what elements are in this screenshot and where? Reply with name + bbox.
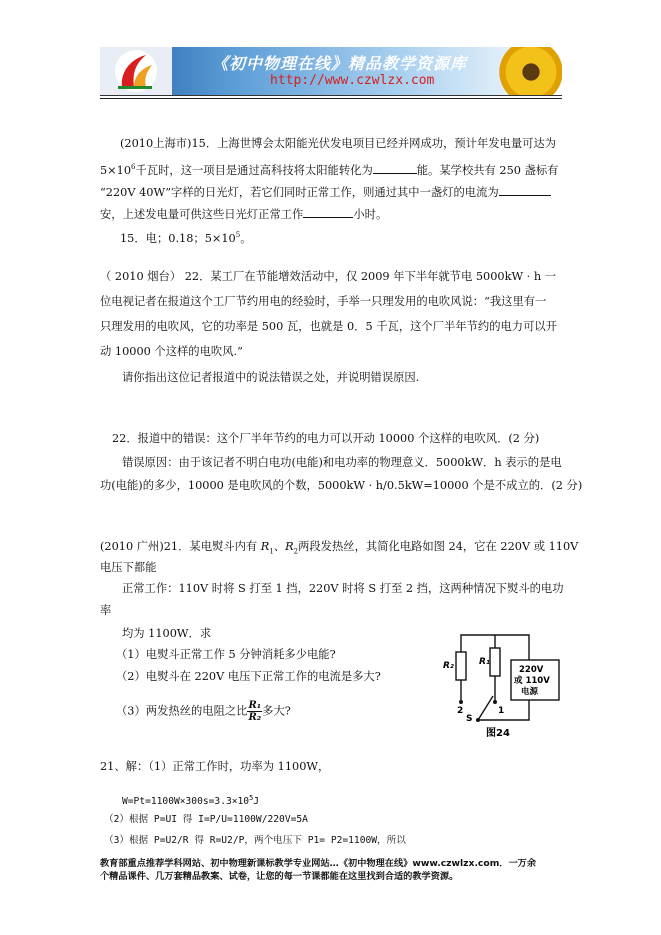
q21-r1: R — [260, 540, 270, 553]
q15-value: 5×10 — [100, 163, 132, 177]
q15-line-3 — [100, 184, 551, 200]
q21-line-5: 均为 1100W．求 — [122, 627, 212, 640]
q22-answer-1: 22．报道中的错误：这个厂半年节约的电力可以开动 10000 个这样的电吹风．(2 分) — [112, 432, 540, 445]
q21-text-b: 两段发热丝，其简化电路如图 24，它在 220V 或 110V — [298, 540, 579, 553]
site-logo — [100, 47, 172, 95]
q21-sep: 、 — [273, 540, 286, 553]
sol21-line-4: （3）根据 P=U2/R 得 R=U2/P，两个电压下 P1= P2=1100W，所以 — [104, 835, 406, 846]
q15-blank-3[interactable] — [303, 206, 353, 218]
switch-pivot — [476, 718, 480, 722]
q15-exponent: 6 — [131, 163, 136, 171]
q15-text-a: 千瓦时，这一项目是通过高科技将太阳能转化为 — [135, 163, 373, 177]
q22-answer-3: 功(电能)的多少，10000 是电吹风的个数，5000kW · h/0.5kW=10000 个是不成立的．(2 分) — [100, 479, 583, 492]
header-rule — [100, 98, 562, 99]
q15-line-4 — [100, 206, 387, 222]
switch-label: S — [466, 714, 473, 724]
resistor-r1 — [490, 648, 500, 676]
resistor-r2 — [456, 652, 466, 680]
sol21-exponent: 5 — [249, 794, 254, 802]
q21-line-1 — [100, 540, 578, 558]
contact-1 — [493, 700, 497, 704]
q21-sub-3-end: 多大? — [262, 704, 291, 718]
q21-sub-3-text: （3）两发热丝的电阻之比 — [116, 704, 248, 718]
q21-r2-sub: 2 — [293, 547, 299, 556]
q22-line-4: 动 10000 个这样的电吹风.” — [100, 345, 243, 358]
q15-answer-exponent: 5 — [235, 231, 241, 239]
q15-answer-text: 15．电；0.18；5×10 — [120, 231, 236, 245]
q15-line-2 — [100, 160, 558, 178]
q22-line-3: 只理发用的电吹风，它的功率是 500 瓦，也就是 0．5 千瓦，这个厂半年节约的电力可以开 — [100, 320, 557, 333]
header-banner — [100, 47, 562, 96]
q21-sub-1: （1）电熨斗正常工作 5 分钟消耗多少电能? — [116, 648, 336, 661]
q15-text-b: 能。某学校共有 250 盏标有 — [416, 163, 559, 177]
figure-caption: 图24 — [486, 728, 510, 739]
r1-label: R₁ — [479, 657, 490, 667]
q15-answer — [120, 228, 252, 246]
r2-label: R₂ — [443, 661, 454, 671]
source-label-2: 或 110V — [514, 676, 550, 686]
circuit-diagram — [438, 630, 568, 740]
q21-sub-3 — [116, 700, 291, 723]
q21-text-a: (2010 广州)21．某电熨斗内有 — [100, 540, 261, 553]
q21-sub-2: （2）电熨斗在 220V 电压下正常工作的电流是多大? — [116, 670, 381, 683]
q22-line-2: 位电视记者在报道这个工厂节约用电的经验时，手举一只理发用的电吹风说：“我这里有一 — [100, 295, 547, 308]
pos-1-label: 1 — [498, 706, 505, 716]
resistance-ratio-fraction — [247, 700, 262, 723]
q21-r2: R — [285, 540, 294, 553]
fraction-denominator: R₂ — [248, 712, 262, 723]
logo-icon — [100, 47, 172, 95]
source-label-1: 220V — [519, 665, 544, 675]
pos-2-label: 2 — [457, 706, 464, 716]
sol21-unit: J — [253, 796, 260, 808]
q22-line-1: （ 2010 烟台） 22．某工厂在节能增效活动中，仅 2009 年下半年就节电 5000kW · h 一 — [100, 270, 556, 283]
q15-text-d: 安，上述发电量可供这些日光灯正常工作 — [100, 208, 304, 221]
footer-line-2: 个精品课件、几万套精品教案、试卷，让您的每一节课都能在这里找到合适的教学资源。 — [100, 871, 459, 882]
site-url[interactable]: http://www.czwlzx.com — [270, 73, 435, 88]
source-label-3: 电源 — [521, 687, 539, 697]
sol21-line-1: 21、解：（1）正常工作时，功率为 1100W， — [100, 760, 330, 773]
q15-answer-end: 。 — [240, 231, 252, 245]
q21-r1-sub: 1 — [269, 547, 274, 556]
q15-text-e: 小时。 — [353, 208, 388, 221]
q21-line-3: 正常工作：110V 时将 S 打至 1 挡，220V 时将 S 打至 2 挡，这两种情况下熨斗的电功 — [122, 582, 564, 595]
sol21-line-2 — [122, 791, 259, 809]
fraction-numerator: R₁ — [248, 700, 262, 711]
q15-line-1: (2010上海市)15．上海世博会太阳能光伏发电项目已经并网成功，预计年发电量可达为 — [120, 137, 557, 150]
q22-answer-2: 错误原因：由于该记者不明白电功(电能)和电功率的物理意义．5000kW．h 表示的是电 — [122, 456, 562, 469]
footer-line-1: 教育部重点推荐学科网站、初中物理新课标教学专业网站…《初中物理在线》www.czwlzx.com．一万余 — [100, 858, 537, 869]
switch-blade — [478, 696, 493, 720]
q22-line-5: 请你指出这位记者报道中的说法错误之处，并说明错误原因. — [122, 371, 420, 384]
q15-blank-2[interactable] — [499, 184, 551, 196]
q21-line-4: 率 — [100, 604, 112, 617]
q21-line-2: 电压下都能 — [100, 561, 157, 574]
contact-2 — [459, 700, 463, 704]
sunflower-image — [492, 47, 562, 96]
sol21-line-3: （2）根据 P=UI 得 I=P/U=1100W/220V=5A — [104, 814, 308, 825]
q15-text-c: “220V 40W”字样的日光灯，若它们同时正常工作，则通过其中一盏灯的电流为 — [100, 186, 499, 199]
q15-blank-1[interactable] — [373, 162, 417, 174]
sol21-energy: W=Pt=1100W×300s=3.3×10 — [122, 796, 250, 808]
site-title: 《初中物理在线》精品教学资源库 — [212, 54, 468, 73]
